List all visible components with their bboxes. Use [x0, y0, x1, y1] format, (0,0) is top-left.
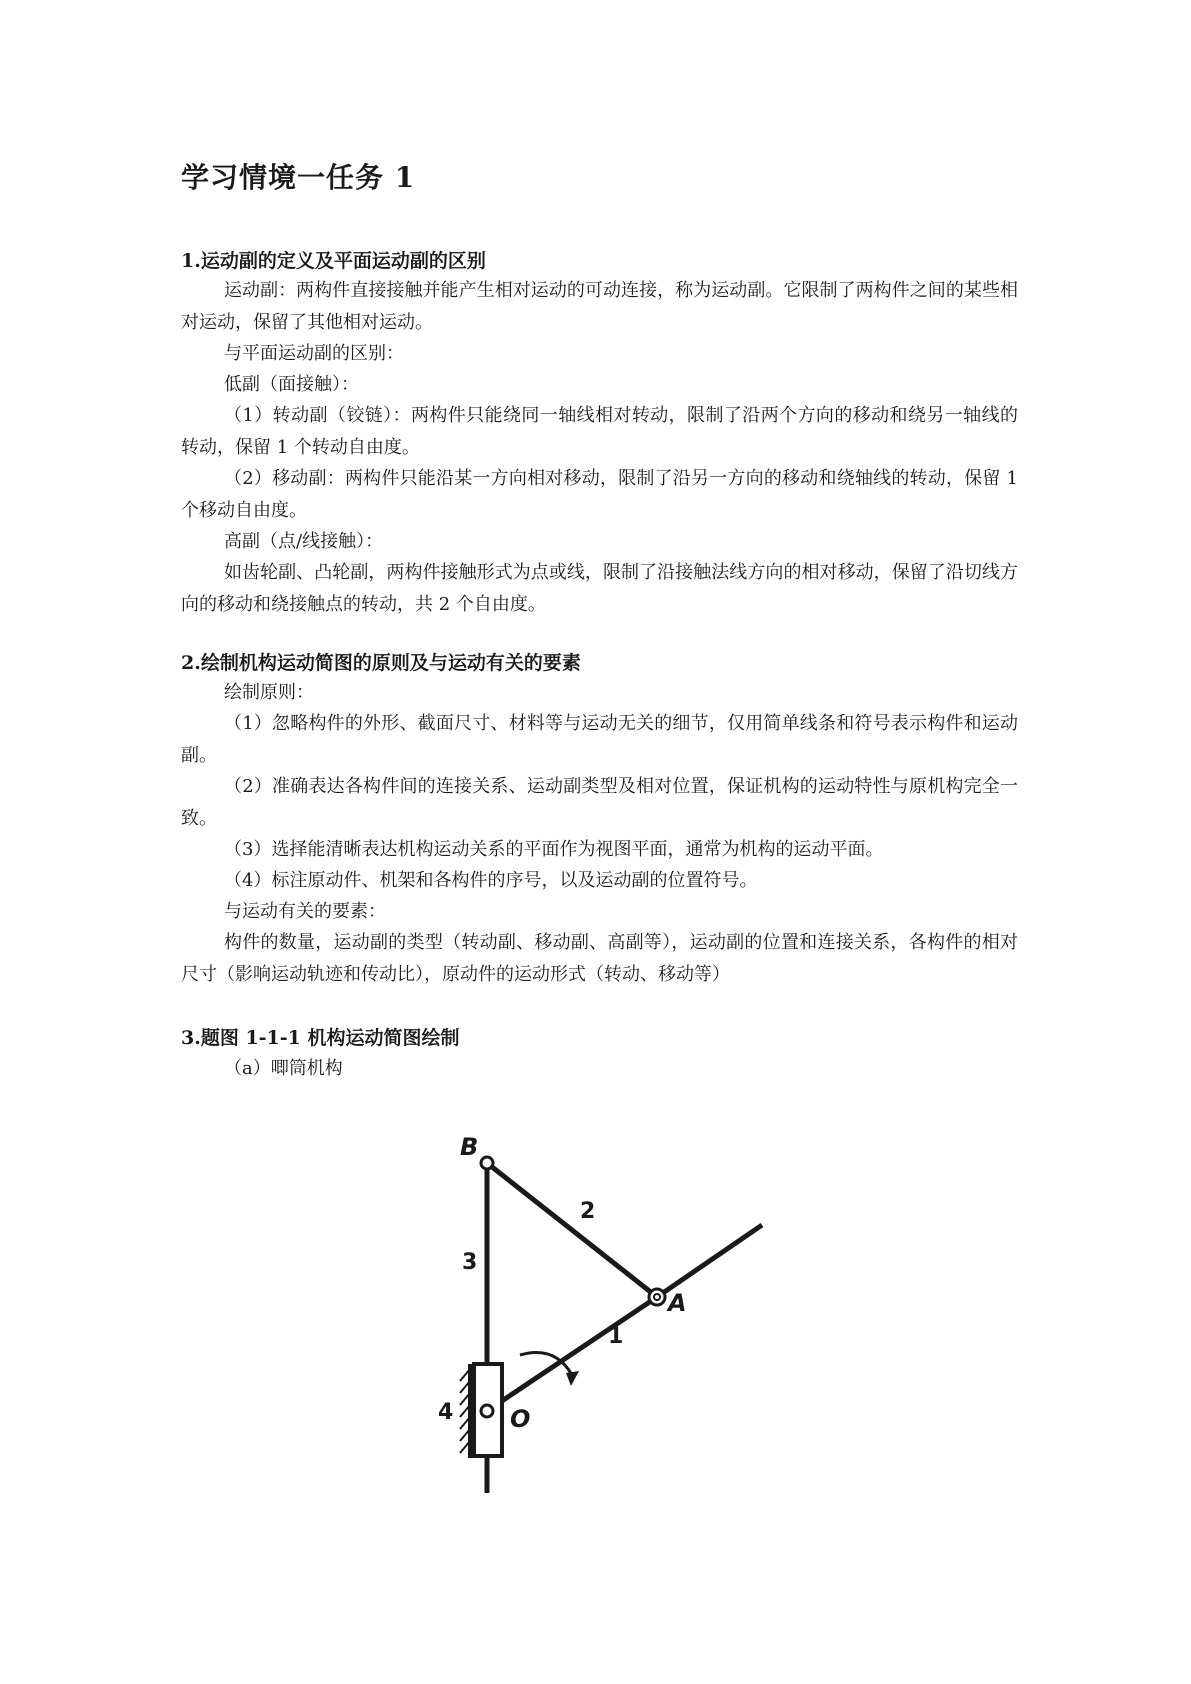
section-3-paragraph-1: （a）唧筒机构: [224, 1058, 343, 1079]
label-link-1: 1: [608, 1324, 624, 1349]
section-2-paragraph-4: （3）选择能清晰表达机构运动关系的平面作为视图平面，通常为机构的运动平面。: [224, 839, 884, 860]
section-1-paragraph-3: 低副（面接触）：: [224, 374, 359, 395]
joint-o: [481, 1405, 493, 1417]
label-link-3: 3: [462, 1250, 478, 1275]
section-2-paragraph-6: 与运动有关的要素：: [224, 901, 386, 922]
pump-mechanism-figure: [370, 1085, 820, 1515]
section-1-paragraph-4: （1）转动副（铰链）：两构件只能绕同一轴线相对转动，限制了沿两个方向的移动和绕另一轴线的转动，保留 1 个转动自由度。: [181, 405, 1018, 458]
section-2-paragraph-3: （2）准确表达各构件间的连接关系、运动副类型及相对位置，保证机构的运动特性与原机构完全一致。: [181, 776, 1018, 829]
link-1-handle: [657, 1225, 762, 1297]
link-2-bar: [487, 1163, 657, 1297]
section-1-paragraph-1: 运动副：两构件直接接触并能产生相对运动的可动连接，称为运动副。它限制了两构件之间的某些相对运动，保留了其他相对运动。: [181, 280, 1018, 333]
section-3-heading: 3.题图 1-1-1 机构运动简图绘制: [181, 1027, 460, 1049]
label-b: B: [460, 1133, 479, 1161]
section-2-paragraph-2: （1）忽略构件的外形、截面尺寸、材料等与运动无关的细节，仅用简单线条和符号表示构件和运动副。: [181, 713, 1018, 766]
joint-b: [481, 1157, 493, 1169]
section-2-paragraph-5: （4）标注原动件、机架和各构件的序号，以及运动副的位置符号。: [224, 870, 758, 891]
section-1-paragraph-7: 如齿轮副、凸轮副，两构件接触形式为点或线，限制了沿接触法线方向的相对移动，保留了沿切线方向的移动和绕接触点的转动，共 2 个自由度。: [181, 562, 1018, 615]
page-title: 学习情境一任务 1: [181, 161, 416, 194]
mechanism-diagram: [370, 1085, 820, 1515]
section-2-paragraph-7: 构件的数量，运动副的类型（转动副、移动副、高副等），运动副的位置和连接关系，各构件的相对尺寸（影响运动轨迹和传动比），原动件的运动形式（转动、移动等）: [181, 932, 1018, 985]
link-1-bar: [487, 1297, 657, 1411]
section-1-heading: 1.运动副的定义及平面运动副的区别: [181, 250, 486, 272]
rotation-arrow-head: [566, 1371, 579, 1386]
section-2-paragraph-1: 绘制原则：: [224, 682, 314, 703]
label-o: O: [510, 1405, 531, 1433]
section-1-paragraph-6: 高副（点/线接触）：: [224, 531, 384, 552]
joint-a-inner: [654, 1294, 660, 1300]
section-1-paragraph-5: （2）移动副：两构件只能沿某一方向相对移动，限制了沿另一方向的移动和绕轴线的转动，保留 1 个移动自由度。: [181, 468, 1018, 521]
section-2-heading: 2.绘制机构运动简图的原则及与运动有关的要素: [181, 652, 581, 674]
label-link-2: 2: [580, 1199, 596, 1224]
section-1-paragraph-2: 与平面运动副的区别：: [224, 343, 404, 364]
label-link-4: 4: [438, 1400, 454, 1425]
label-a: A: [668, 1289, 687, 1317]
